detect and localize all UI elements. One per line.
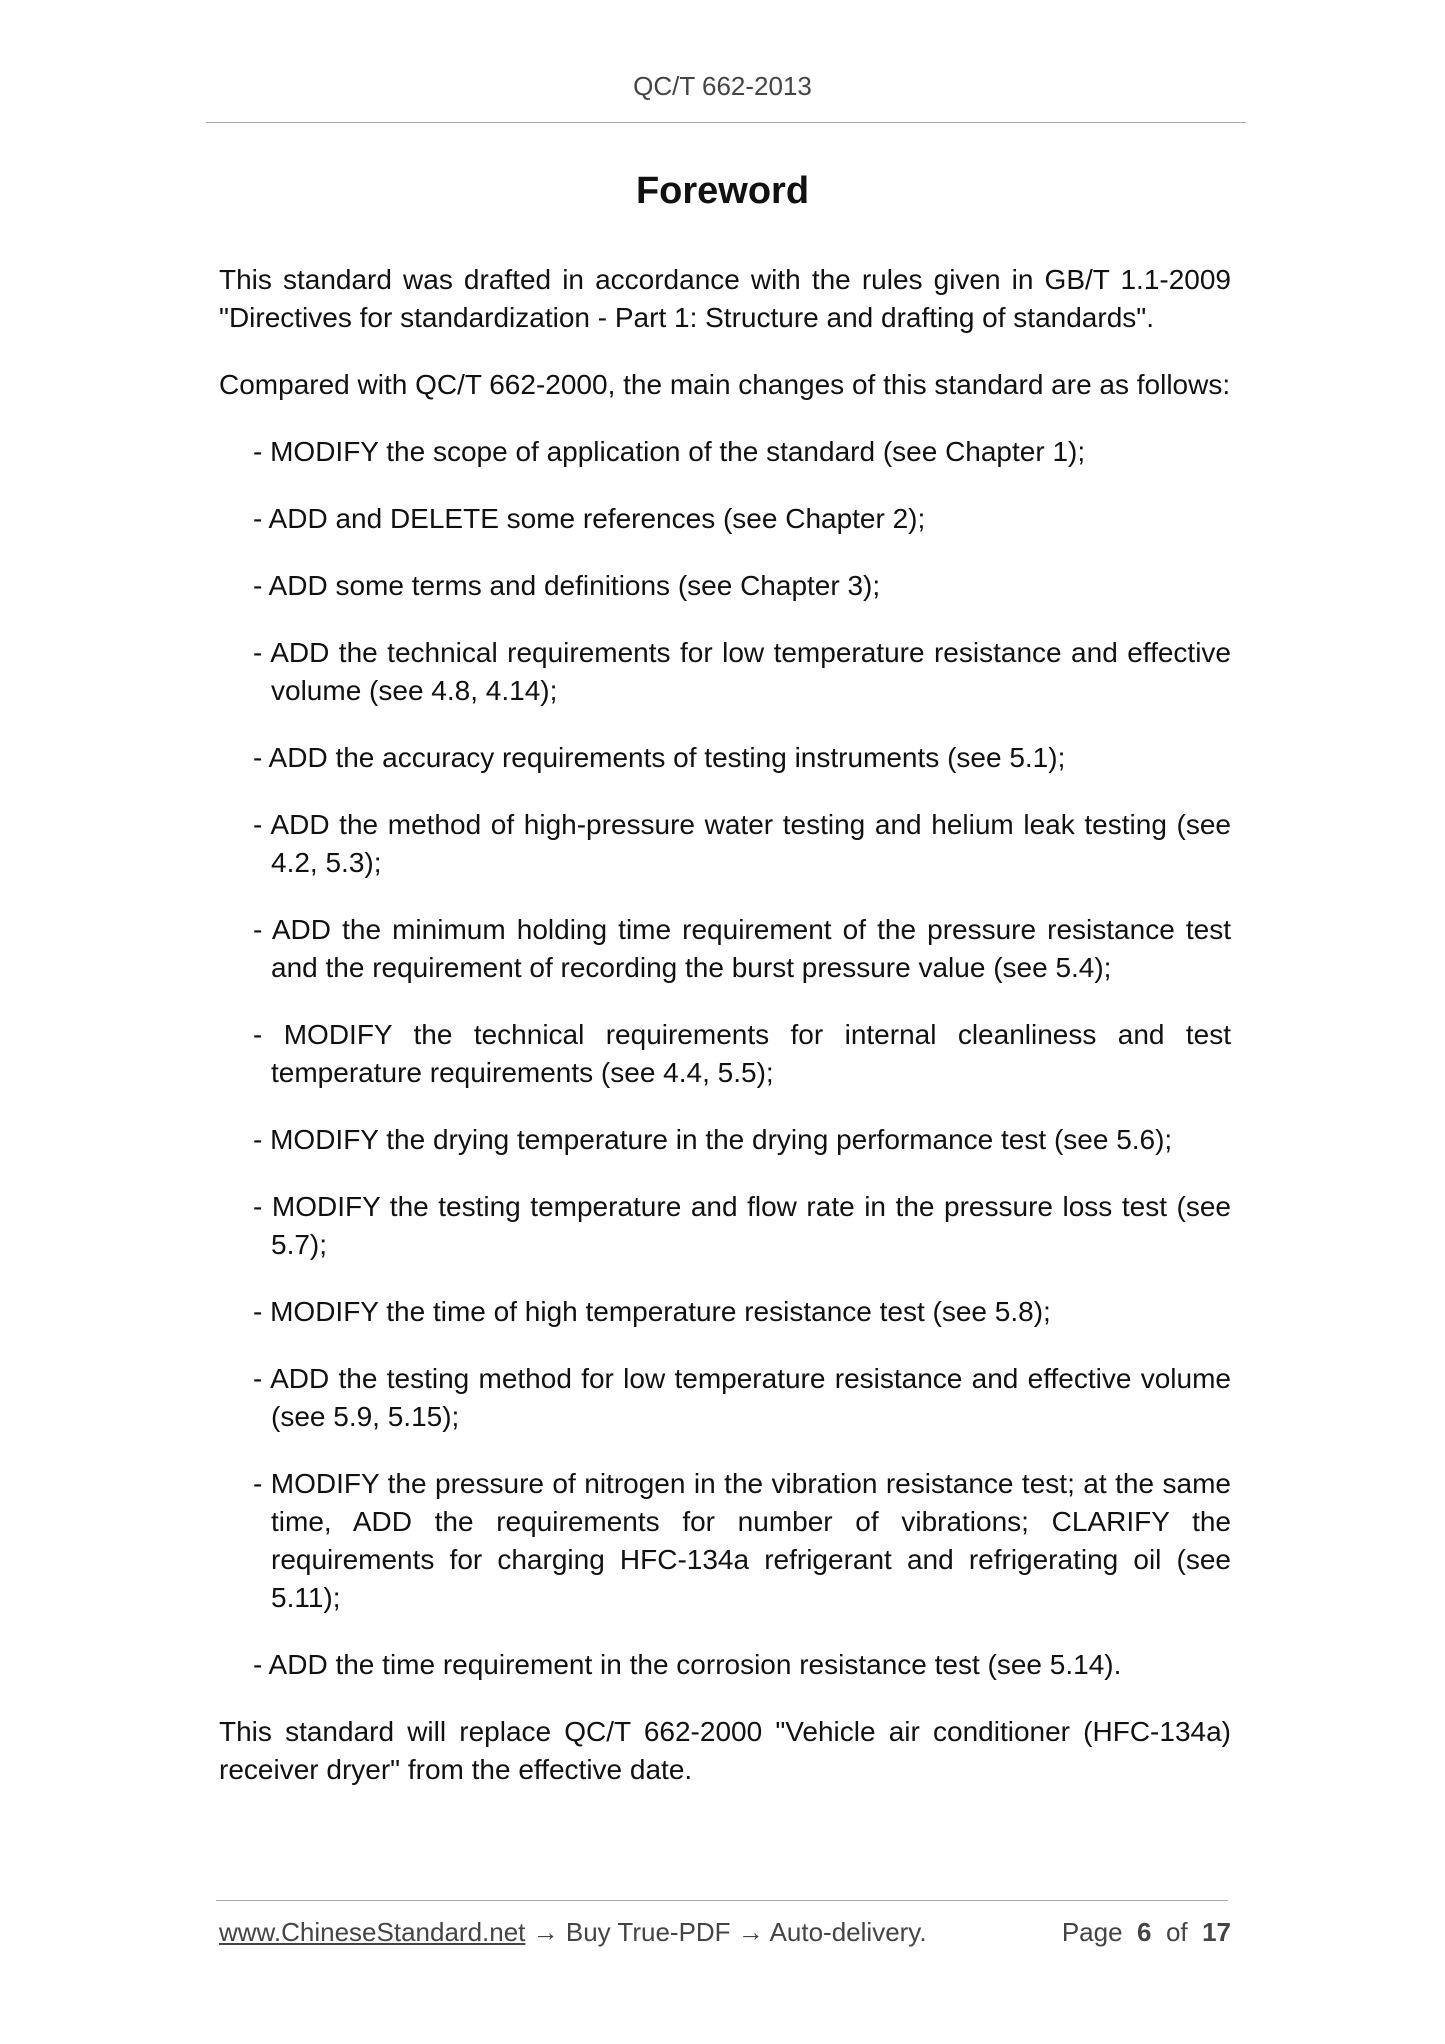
page-title: Foreword [635, 170, 810, 212]
list-item: - MODIFY the testing temperature and flow rate in the pressure loss test (see 5.7); [253, 1191, 1231, 1260]
total-pages-number: 17 [1202, 1917, 1231, 1947]
list-item: - ADD the minimum holding time requirement of the pressure resistance test and the requirement of recording the burst pressure value (see 5.4); [253, 914, 1231, 983]
list-item: - MODIFY the technical requirements for internal cleanliness and test temperature requirements (see 4.4, 5.5); [253, 1019, 1231, 1088]
list-item: - MODIFY the drying temperature in the drying performance test (see 5.6); [253, 1124, 1173, 1155]
list-item: - MODIFY the pressure of nitrogen in the vibration resistance test; at the same time, ADD the requirements for number of vibrations; CLARIFY the requirements for charging HFC-134a refrigerant and refrigerating oil (see 5.11); [253, 1468, 1231, 1613]
intro-paragraph: This standard was drafted in accordance with the rules given in GB/T 1.1-2009 "Directives for standardization - Part 1: Structure and drafting of standards". [219, 264, 1231, 333]
list-item: - MODIFY the scope of application of the standard (see Chapter 1); [253, 436, 1086, 467]
changes-list [219, 433, 1231, 1684]
closing-paragraph: This standard will replace QC/T 662-2000 "Vehicle air conditioner (HFC-134a) receiver dryer" from the effective date. [219, 1716, 1231, 1785]
page-of-label: of [1165, 1917, 1188, 1947]
website-link[interactable]: www.ChineseStandard.net [219, 1917, 526, 1947]
footer-divider [216, 1900, 1228, 1901]
list-item: - ADD and DELETE some references (see Chapter 2); [253, 503, 926, 534]
footer-promo [219, 1917, 927, 1948]
footer-tagline: → Buy True-PDF → Auto-delivery. [525, 1917, 927, 1947]
list-item: - ADD some terms and definitions (see Chapter 3); [253, 570, 881, 601]
header-divider [206, 122, 1246, 123]
list-item: - ADD the accuracy requirements of testing instruments (see 5.1); [253, 742, 1066, 773]
page-footer [219, 1917, 1231, 1953]
list-item: - ADD the technical requirements for low temperature resistance and effective volume (see 4.8, 4.14); [253, 637, 1231, 706]
page-label: Page [1061, 1917, 1123, 1947]
document-code: QC/T 662-2013 [633, 71, 812, 101]
list-item: - ADD the testing method for low temperature resistance and effective volume (see 5.9, 5.15); [253, 1363, 1231, 1432]
list-item: - MODIFY the time of high temperature resistance test (see 5.8); [253, 1296, 1051, 1327]
page-indicator [1062, 1917, 1231, 1948]
foreword-body [219, 261, 1231, 1818]
list-item: - ADD the time requirement in the corrosion resistance test (see 5.14). [253, 1649, 1122, 1680]
comparison-paragraph: Compared with QC/T 662-2000, the main changes of this standard are as follows: [219, 369, 1231, 400]
list-item: - ADD the method of high-pressure water testing and helium leak testing (see 4.2, 5.3); [253, 809, 1231, 878]
current-page-number: 6 [1137, 1917, 1152, 1947]
